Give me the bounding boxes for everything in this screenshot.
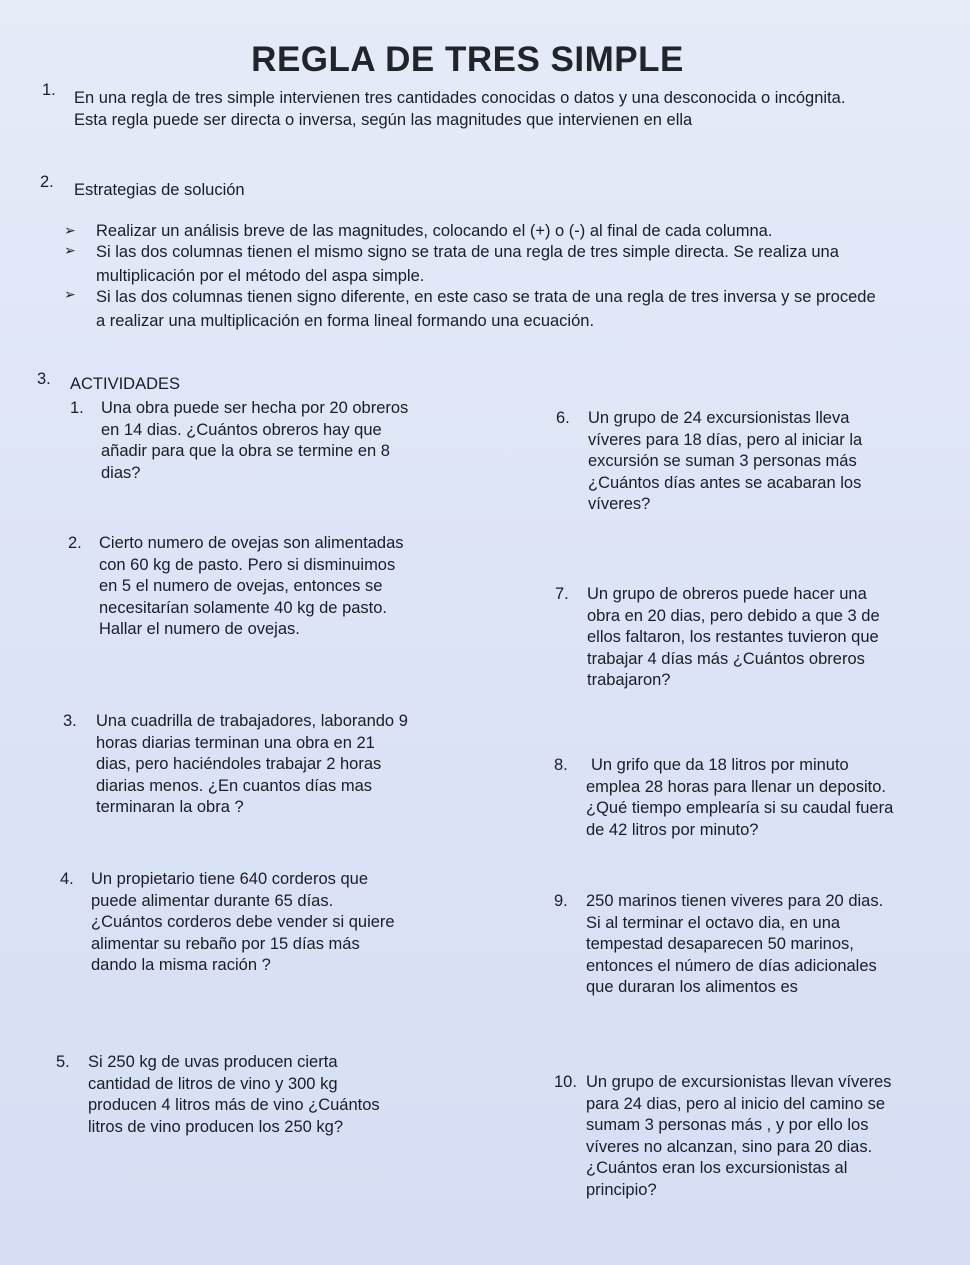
activity-line: que duraran los alimentos es xyxy=(586,978,798,996)
activity-line: con 60 kg de pasto. Pero si disminuimos xyxy=(99,555,396,574)
activity-number: 3. xyxy=(63,712,77,730)
strategy-item-1-line-1: Realizar un análisis breve de las magnitudes, colocando el (+) o (-) al final de cada columna. xyxy=(96,222,773,240)
activity-line: Una cuadrilla de trabajadores, laborando 9 xyxy=(96,712,408,730)
strategies-number: 2. xyxy=(40,173,54,191)
activity-9 xyxy=(554,891,954,1001)
activity-line: Un grupo de excursionistas llevan víveres xyxy=(586,1073,892,1091)
activity-line: emplea 28 horas para llenar un deposito. xyxy=(586,777,886,796)
activity-line: en 5 el numero de ovejas, entonces se xyxy=(99,577,383,595)
activity-line: Un grupo de obreros puede hacer una xyxy=(587,585,867,603)
activity-line: puede alimentar durante 65 días. xyxy=(91,891,334,910)
activity-number: 4. xyxy=(60,870,74,888)
strategy-item-3-line-1: Si las dos columnas tienen signo diferente, en este caso se trata de una regla de tres inversa y se procede xyxy=(96,288,876,306)
activity-line: víveres? xyxy=(588,495,651,513)
activity-line: añadir para que la obra se termine en 8 xyxy=(101,442,390,460)
strategies-heading: Estrategias de solución xyxy=(74,181,245,199)
arrow-bullet-icon: ➢ xyxy=(64,242,76,258)
activities-number: 3. xyxy=(37,370,51,388)
activity-line: dias? xyxy=(101,463,141,482)
activity-line: diarias menos. ¿En cuantos días mas xyxy=(96,776,373,795)
activity-line: entonces el número de días adicionales xyxy=(586,956,877,975)
activity-line: horas diarias terminan una obra en 21 xyxy=(96,733,375,752)
activities-heading: ACTIVIDADES xyxy=(70,375,181,393)
activity-8 xyxy=(554,755,954,847)
activity-line: Cierto numero de ovejas son alimentadas xyxy=(99,534,404,552)
activity-line: Una obra puede ser hecha por 20 obreros xyxy=(101,399,409,417)
activity-line: sumam 3 personas más , y por ello los xyxy=(586,1116,869,1134)
activity-number: 2. xyxy=(68,534,82,552)
activity-line: terminaran la obra ? xyxy=(96,798,244,816)
activity-number: 7. xyxy=(555,585,569,603)
activity-line: alimentar su rebaño por 15 días más xyxy=(91,934,360,953)
intro-line-1: En una regla de tres simple intervienen tres cantidades conocidas o datos y una desconocida o incógnita. xyxy=(74,89,846,107)
activity-10 xyxy=(554,1072,954,1204)
activity-line: ellos faltaron, los restantes tuvieron que xyxy=(587,628,879,646)
activity-line: para 24 dias, pero al inicio del camino se xyxy=(586,1094,886,1113)
activity-5 xyxy=(56,1052,446,1144)
activity-7 xyxy=(555,584,935,694)
arrow-bullet-icon: ➢ xyxy=(64,222,76,238)
activity-line: excursión se suman 3 personas más xyxy=(588,452,857,470)
activity-line: Un grupo de 24 excursionistas lleva xyxy=(588,409,850,427)
activity-line: Si 250 kg de uvas producen cierta xyxy=(88,1053,338,1071)
activity-line: de 42 litros por minuto? xyxy=(586,820,759,839)
activity-line: ¿Cuántos días antes se acabaran los xyxy=(588,473,862,492)
activity-line: trabajaron? xyxy=(587,671,671,689)
strategy-item-3-line-2: a realizar una multiplicación en forma lineal formando una ecuación. xyxy=(96,312,595,330)
arrow-bullet-icon: ➢ xyxy=(64,286,76,302)
activity-number: 6. xyxy=(556,409,570,427)
activity-1 xyxy=(70,398,450,488)
activity-line: producen 4 litros más de vino ¿Cuántos xyxy=(88,1096,380,1114)
activity-line: víveres no alcanzan, sino para 20 dias. xyxy=(586,1137,873,1156)
activity-line: ¿Cuántos eran los excursionistas al xyxy=(586,1159,848,1177)
activity-line: víveres para 18 días, pero al iniciar la xyxy=(588,430,863,449)
activity-line: necesitarían solamente 40 kg de pasto. xyxy=(99,598,388,617)
intro-number: 1. xyxy=(42,81,56,99)
activity-number: 9. xyxy=(554,892,568,910)
activity-number: 8. xyxy=(554,756,568,774)
activity-line: Si al terminar el octavo dia, en una xyxy=(586,913,841,932)
activity-4 xyxy=(60,869,450,979)
activity-number: 5. xyxy=(56,1053,70,1071)
activity-line: 250 marinos tienen viveres para 20 dias. xyxy=(586,892,884,910)
activity-line: dias, pero haciéndoles trabajar 2 horas xyxy=(96,755,382,773)
intro-line-2: Esta regla puede ser directa o inversa, según las magnitudes que intervienen en ella xyxy=(74,111,693,129)
activity-line: cantidad de litros de vino y 300 kg xyxy=(88,1074,338,1093)
activity-line: trabajar 4 días más ¿Cuántos obreros xyxy=(587,649,865,668)
activity-line: Un grifo que da 18 litros por minuto xyxy=(591,756,849,774)
activity-3 xyxy=(63,711,453,821)
activity-line: tempestad desaparecen 50 marinos, xyxy=(586,935,854,953)
activity-line: obra en 20 dias, pero debido a que 3 de xyxy=(587,606,880,625)
activity-line: en 14 dias. ¿Cuántos obreros hay que xyxy=(101,420,382,439)
activity-line: Un propietario tiene 640 corderos que xyxy=(91,870,369,888)
activity-line: ¿Cuántos corderos debe vender si quiere xyxy=(91,913,395,931)
activity-line: litros de vino producen los 250 kg? xyxy=(88,1117,343,1136)
page-title: REGLA DE TRES SIMPLE xyxy=(251,40,684,79)
activity-line: dando la misma ración ? xyxy=(91,956,271,974)
strategy-item-2-line-2: multiplicación por el método del aspa simple. xyxy=(96,267,425,285)
activity-number: 10. xyxy=(554,1073,577,1091)
activity-line: principio? xyxy=(586,1180,657,1199)
strategy-item-2-line-1: Si las dos columnas tienen el mismo signo se trata de una regla de tres simple directa. Se realiza una xyxy=(96,243,839,261)
activity-line: ¿Qué tiempo emplearía si su caudal fuera xyxy=(586,799,894,817)
activity-number: 1. xyxy=(70,399,84,417)
activity-2 xyxy=(68,533,448,643)
activity-line: Hallar el numero de ovejas. xyxy=(99,620,300,638)
activity-6 xyxy=(556,408,936,518)
